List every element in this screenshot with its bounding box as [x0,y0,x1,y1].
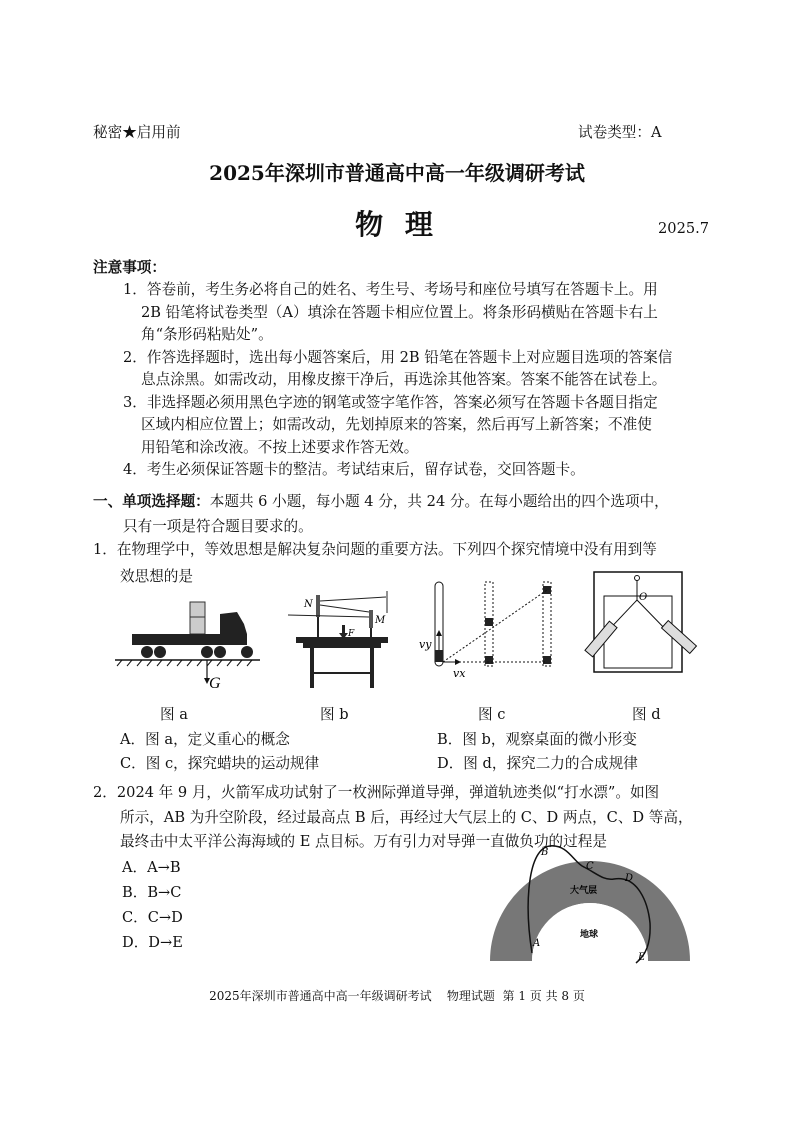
q2-option-b: B．B→C [122,884,182,901]
q1-stem: 效思想的是 [120,568,193,585]
figure-b-caption: 图 b [320,706,349,723]
note-line: 2．作答选择题时，选出每小题答案后，用 2B 铅笔在答题卡上对应题目选项的答案信 [123,349,673,366]
note-line: 区域内相应位置上；如需改动，先划掉原来的答案，然后再写上新答案；不准使 [141,416,652,433]
label-vy: vy [419,638,432,651]
section1-line1 [93,493,669,511]
point-d: D [625,873,634,884]
paper-type: 试卷类型：A [578,124,662,141]
note-line: 用铅笔和涂改液。不按上述要求作答无效。 [141,439,419,456]
q2-stem: 2．2024 年 9 月，火箭军成功试射了一枚洲际弹道导弹，弹道轨迹类似“打水漂”。如图 [93,784,660,801]
figure-d-caption: 图 d [632,706,661,723]
section1-heading: 一、单项选择题： [93,493,210,510]
figure-c-velocity [415,578,565,683]
notes-heading: 注意事项： [93,259,166,276]
q2-option-d: D．D→E [122,934,183,951]
q2-option-a: A．A→B [122,859,181,876]
note-line: 角“条形码粘贴处”。 [141,326,273,343]
q1-option-b: B．图 b，观察桌面的微小形变 [437,731,637,748]
point-c: C [586,861,594,872]
q1-option-c: C．图 c，探究蜡块的运动规律 [120,755,320,772]
q1-option-a: A．图 a，定义重心的概念 [120,731,290,748]
note-line: 1．答卷前，考生务必将自己的姓名、考生号、考场号和座位号填写在答题卡上。用 [123,281,658,298]
q2-stem: 最终击中太平洋公海海域的 E 点目标。万有引力对导弹一直做负功的过程是 [120,833,607,850]
label-vx: vx [453,667,466,680]
figure-a-caption: 图 a [160,706,188,723]
label-m: M [375,615,386,626]
label-n: N [304,599,313,610]
point-e: E [638,952,646,963]
figure-a-truck [112,600,262,695]
secret-label: 秘密★启用前 [93,124,181,141]
figure-missile-trajectory [488,843,693,968]
q1-option-d: D．图 d，探究二力的合成规律 [437,755,638,772]
figure-b-table [278,585,398,690]
exam-title: 2025年深圳市普通高中高一年级调研考试 [209,161,585,185]
point-a: A [533,938,541,949]
note-line: 2B 铅笔将试卷类型（A）填涂在答题卡相应位置上。将条形码横贴在答题卡右上 [141,304,658,321]
note-line: 息点涂黑。如需改动，用橡皮擦干净后，再选涂其他答案。答案不能答在试卷上。 [141,371,667,388]
q2-stem: 所示，AB 为升空阶段，经过最高点 B 后，再经过大气层上的 C、D 两点，C、D 等高， [120,809,693,826]
subject-title: 物 理 [355,208,439,241]
q2-option-c: C．C→D [122,909,183,926]
earth-label: 地球 [580,930,599,940]
atmosphere-label: 大气层 [570,886,598,896]
point-b: B [541,847,549,858]
section1-line2: 只有一项是符合题目要求的。 [123,518,313,535]
label-f: F [348,629,355,639]
label-o: O [639,592,648,603]
label-g: G [209,675,221,692]
section1-desc: 本题共 6 小题，每小题 4 分，共 24 分。在每小题给出的四个选项中， [209,493,669,510]
q1-stem: 1．在物理学中，等效思想是解决复杂问题的重要方法。下列四个探究情境中没有用到等 [93,541,657,558]
figure-d-force-board [578,568,708,678]
page-footer: 2025年深圳市普通高中高一年级调研考试 物理试题 第 1 页 共 8 页 [209,989,585,1003]
figure-c-caption: 图 c [478,706,506,723]
note-line: 4．考生必须保证答题卡的整洁。考试结束后，留存试卷，交回答题卡。 [123,461,585,478]
note-line: 3．非选择题必须用黑色字迹的钢笔或签字笔作答，答案必须写在答题卡各题目指定 [123,394,658,411]
exam-date: 2025.7 [658,220,710,237]
